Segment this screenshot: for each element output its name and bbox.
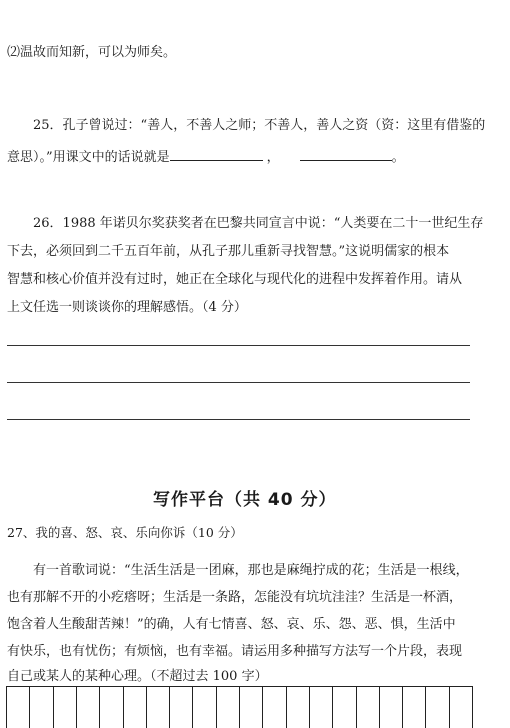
q26-text-line2: 下去，必须回到二千五百年前，从孔子那儿重新寻找智慧。”这说明儒家的根本 <box>7 244 450 259</box>
q25-answer-blank-2[interactable] <box>300 146 392 161</box>
grid-cell-divider <box>425 687 426 728</box>
grid-cell-divider <box>192 687 193 728</box>
q25-answer-blank-1[interactable] <box>170 146 263 161</box>
grid-cell-divider <box>379 687 380 728</box>
grid-cell-divider <box>309 687 310 728</box>
grid-cell-divider <box>402 687 403 728</box>
grid-cell-divider <box>449 687 450 728</box>
q25-end: 。 <box>391 150 405 165</box>
q26-answer-line-2[interactable] <box>7 382 470 383</box>
grid-cell-divider <box>472 687 473 728</box>
q26-text-line3: 智慧和核心价值并没有过时，她正在全球化与现代化的进程中发挥着作用。请从 <box>7 272 463 287</box>
grid-cell-divider <box>76 687 77 728</box>
grid-cell-divider <box>262 687 263 728</box>
q25-text-line1: 25．孔子曾说过：“善人，不善人之师；不善人，善人之资（资：这里有借鉴的 <box>33 118 486 133</box>
q26-answer-line-1[interactable] <box>7 345 470 346</box>
q27-text-line4: 有快乐，也有忧伤；有烦恼，也有幸福。请运用多种描写方法写一个片段，表现 <box>7 644 463 659</box>
q27-text-line2: 也有那解不开的小疙瘩呀；生活是一条路，怎能没有坑坑洼洼？生活是一杯酒， <box>7 590 463 605</box>
q27-heading: 27、我的喜、怒、哀、乐向你诉（10 分） <box>7 525 243 540</box>
q26-text-line4: 上文任选一则谈谈你的理解感悟。（4 分） <box>7 300 247 315</box>
grid-cell-divider <box>146 687 147 728</box>
grid-cell-divider <box>169 687 170 728</box>
grid-cell-divider <box>29 687 30 728</box>
grid-cell-divider <box>53 687 54 728</box>
grid-cell-divider <box>99 687 100 728</box>
q26-text-line1: 26．1988 年诺贝尔奖获奖者在巴黎共同宣言中说：“人类要在二十一世纪生存 <box>33 216 484 231</box>
section-title: 写作平台（共 40 分） <box>153 490 337 510</box>
q24-item-2: ⑵温故而知新，可以为师矣。 <box>7 45 177 60</box>
grid-cell-divider <box>356 687 357 728</box>
q25-text-line2 <box>7 146 405 167</box>
q27-text-line3: 饱含着人生酸甜苦辣！”的确，人有七情喜、怒、哀、乐、怨、恶、惧，生活中 <box>7 617 456 632</box>
q27-text-line1: 有一首歌词说：“生活生活是一团麻，那也是麻绳拧成的花；生活是一根线， <box>33 563 469 578</box>
composition-grid[interactable] <box>6 686 473 728</box>
grid-cell-divider <box>286 687 287 728</box>
grid-cell-divider <box>216 687 217 728</box>
grid-cell-divider <box>239 687 240 728</box>
q26-answer-line-3[interactable] <box>7 419 470 420</box>
grid-cell-divider <box>123 687 124 728</box>
q25-prompt: 意思）。”用课文中的话说就是 <box>7 150 170 165</box>
q25-separator: ， <box>266 150 280 165</box>
grid-cell-divider <box>332 687 333 728</box>
q27-text-line5: 自己或某人的某种心理。（不超过去 100 字） <box>7 669 268 684</box>
